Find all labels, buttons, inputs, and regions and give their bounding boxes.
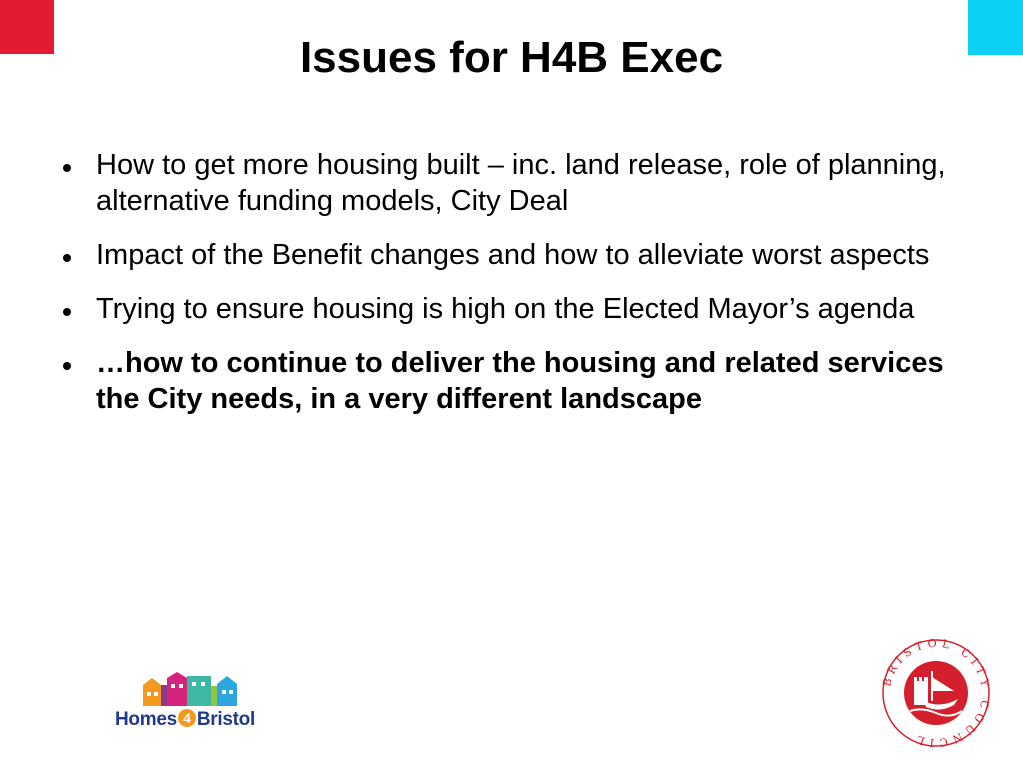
bullet-item (60, 147, 970, 219)
bullet-list (60, 147, 970, 435)
bullet-item (60, 345, 970, 417)
bullet-item (60, 237, 970, 273)
homes4bristol-wordmark: Homes 4 Bristol (115, 709, 255, 730)
bullet-text: …how to continue to deliver the housing and related services the City needs, in a very different landscape (96, 347, 944, 415)
bullet-text: Trying to ensure housing is high on the Elected Mayor’s agenda (96, 293, 915, 325)
bristol-city-council-seal (880, 637, 992, 749)
bullet-item (60, 291, 970, 327)
bullet-dot-icon (63, 254, 71, 262)
homes4bristol-logo (115, 672, 270, 736)
bullet-dot-icon (63, 308, 71, 316)
bullet-text: Impact of the Benefit changes and how to alleviate worst aspects (96, 239, 930, 271)
svg-text:BRISTOL CITY COUNCIL: BRISTOL CITY COUNCIL (880, 637, 992, 749)
bullet-dot-icon (63, 362, 71, 370)
houses-icon (143, 672, 267, 706)
bullet-text: How to get more housing built – inc. land release, role of planning, alternative funding models, City Deal (96, 149, 946, 217)
slide-title: Issues for H4B Exec (299, 33, 724, 82)
bullet-dot-icon (63, 164, 71, 172)
